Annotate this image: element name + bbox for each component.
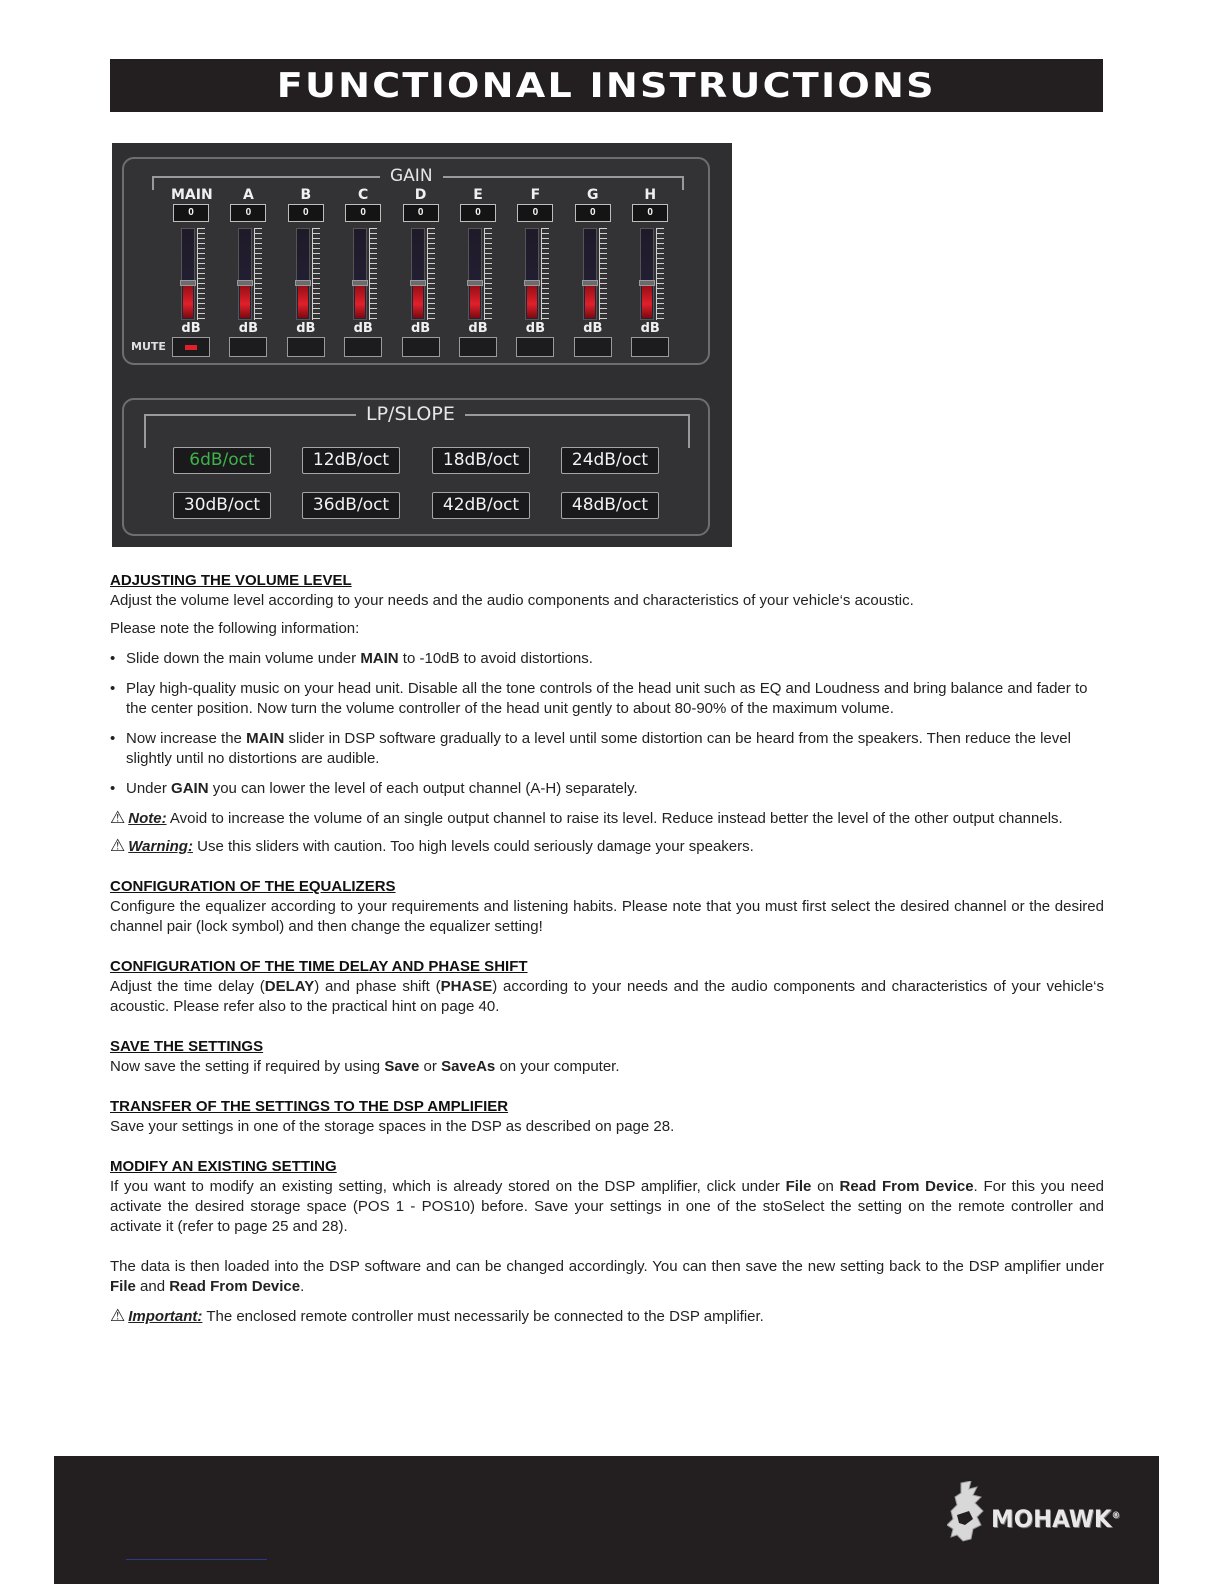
- warning-triangle-icon: ⚠: [110, 836, 126, 855]
- file-bold: File: [785, 1178, 812, 1195]
- mute-toggle[interactable]: [229, 337, 267, 357]
- channel-unit: dB: [468, 321, 488, 336]
- channel-value-input[interactable]: 0: [403, 204, 439, 222]
- modify-text-part: on: [811, 1178, 840, 1195]
- gain-channel-h: [630, 187, 670, 357]
- warning-triangle-icon: ⚠: [110, 808, 126, 827]
- gain-slider[interactable]: [411, 228, 425, 320]
- modify-text-part: and: [135, 1278, 170, 1295]
- slope-button-48db-oct[interactable]: 48dB/oct: [561, 492, 659, 519]
- read-from-device-bold: Read From Device: [839, 1178, 974, 1195]
- channel-label: A: [242, 187, 254, 203]
- mute-toggle[interactable]: [402, 337, 440, 357]
- heading-volume: ADJUSTING THE VOLUME LEVEL: [110, 572, 352, 589]
- gain-slider-fill: [240, 283, 250, 318]
- delay-text: [110, 977, 1104, 1017]
- bullet-bold: GAIN: [171, 780, 209, 797]
- channel-value-input[interactable]: 0: [460, 204, 496, 222]
- modify-text-2: [110, 1257, 1104, 1297]
- channel-label: H: [644, 187, 657, 203]
- gain-slider-thumb[interactable]: [237, 280, 253, 286]
- channel-unit: dB: [525, 321, 545, 336]
- gain-scale: [484, 228, 492, 320]
- channel-label: B: [300, 187, 312, 203]
- gain-channel-g: [573, 187, 613, 357]
- slope-button-18db-oct[interactable]: 18dB/oct: [432, 447, 530, 474]
- bullet-bold: MAIN: [360, 650, 399, 667]
- gain-slider[interactable]: [640, 228, 654, 320]
- mute-toggle[interactable]: [344, 337, 382, 357]
- channel-label: D: [414, 187, 427, 203]
- gain-channel-f: [515, 187, 555, 357]
- gain-slider[interactable]: [468, 228, 482, 320]
- mohawk-logo: [947, 1481, 1127, 1546]
- gain-panel: [122, 157, 710, 365]
- read-from-device-bold: Read From Device: [169, 1278, 301, 1295]
- slope-button-30db-oct[interactable]: 30dB/oct: [173, 492, 271, 519]
- gain-slider[interactable]: [181, 228, 195, 320]
- channel-value-input[interactable]: 0: [173, 204, 209, 222]
- footer: [54, 1456, 1159, 1584]
- gain-slider[interactable]: [583, 228, 597, 320]
- gain-slider[interactable]: [353, 228, 367, 320]
- gain-channel-c: [343, 187, 383, 357]
- save-text: [110, 1057, 1104, 1077]
- gain-slider-thumb[interactable]: [524, 280, 540, 286]
- instructions-body: [110, 571, 1104, 1327]
- gain-slider-thumb[interactable]: [582, 280, 598, 286]
- saveas-bold: SaveAs: [441, 1058, 496, 1075]
- channel-label: G: [587, 187, 599, 203]
- gain-slider-fill: [355, 283, 365, 318]
- delay-text-part: ) and phase shift (: [314, 978, 441, 995]
- gain-slider-thumb[interactable]: [180, 280, 196, 286]
- channel-unit: dB: [640, 321, 660, 336]
- mute-toggle[interactable]: [631, 337, 669, 357]
- gain-slider-fill: [585, 283, 595, 318]
- gain-scale: [369, 228, 377, 320]
- save-text-part: Now save the setting if required by using: [110, 1058, 385, 1075]
- warning-callout: [110, 837, 1104, 857]
- bullet-text: Slide down the main volume under: [126, 650, 361, 667]
- brand-text: MOHAWK: [991, 1505, 1112, 1533]
- mute-toggle[interactable]: [516, 337, 554, 357]
- gain-scale: [599, 228, 607, 320]
- registered-mark: ®: [1111, 1511, 1121, 1521]
- channel-value-input[interactable]: 0: [575, 204, 611, 222]
- gain-scale: [541, 228, 549, 320]
- brand-name: [991, 1505, 1120, 1533]
- warning-triangle-icon: ⚠: [110, 1306, 126, 1325]
- modify-text-part: If you want to modify an existing setting, which is already stored on the DSP amplifier, click under: [110, 1178, 786, 1195]
- modify-text-1: [110, 1177, 1104, 1237]
- modify-text-part: .: [300, 1278, 305, 1295]
- footer-link-line: [126, 1559, 267, 1560]
- mohawk-head-icon: [947, 1481, 991, 1543]
- gain-scale: [656, 228, 664, 320]
- gain-slider-fill: [413, 283, 423, 318]
- gain-slider-fill: [642, 283, 652, 318]
- channel-unit: dB: [583, 321, 603, 336]
- channel-value-input[interactable]: 0: [230, 204, 266, 222]
- gain-slider-fill: [527, 283, 537, 318]
- modify-text-part: The data is then loaded into the DSP software and can be changed accordingly. You can then save the new setting back to the DSP amplifier under: [110, 1258, 1104, 1275]
- gain-slider[interactable]: [238, 228, 252, 320]
- gain-slider-thumb[interactable]: [295, 280, 311, 286]
- slope-button-42db-oct[interactable]: 42dB/oct: [432, 492, 530, 519]
- channel-unit: dB: [410, 321, 431, 336]
- gain-channel-e: [458, 187, 498, 357]
- delay-bold: DELAY: [264, 978, 315, 995]
- slope-button-6db-oct[interactable]: 6dB/oct: [173, 447, 271, 474]
- equalizers-text: Configure the equalizer according to your requirements and listening habits. Please note that you must first select the desired channel or the desired channel pair (lock symbol) and then change the equalizer setting!: [110, 898, 1104, 935]
- dsp-screenshot: [112, 143, 732, 547]
- gain-slider-fill: [470, 283, 480, 318]
- mute-toggle[interactable]: [287, 337, 325, 357]
- phase-bold: PHASE: [440, 978, 493, 995]
- note-label: Note:: [128, 810, 167, 827]
- delay-text-part: ) according to your needs and the audio components and characteristics of your vehicle‘s acoustic. Please refer also to the practical hint on page 40.: [110, 978, 1104, 1015]
- title-bar: [110, 59, 1103, 112]
- gain-slider-thumb[interactable]: [639, 280, 655, 286]
- channel-unit: dB: [238, 321, 258, 336]
- gain-slider-fill: [183, 283, 193, 318]
- mute-label: MUTE: [131, 340, 166, 353]
- save-text-part: on your computer.: [495, 1058, 620, 1075]
- note-callout: [110, 809, 1104, 829]
- modify-text-part: . For this you need activate the desired storage space (POS 1 - POS10) before. Save your settings in one of the stoSelect the setting on the remote controller and activate it (refer to page 25 and 28).: [110, 1178, 1105, 1235]
- slope-button-36db-oct[interactable]: 36dB/oct: [302, 492, 400, 519]
- channel-label: C: [358, 187, 369, 203]
- list-item: [110, 649, 1104, 669]
- channel-unit: dB: [181, 321, 201, 336]
- mute-led-icon: [185, 345, 197, 350]
- save-bold: Save: [384, 1058, 420, 1075]
- note-text: Avoid to increase the volume of an single output channel to raise its level. Reduce instead better the level of the other output channels.: [166, 810, 1063, 827]
- channel-label: F: [530, 187, 541, 203]
- channel-unit: dB: [353, 321, 373, 336]
- channel-label: MAIN: [171, 187, 213, 203]
- list-item: [110, 729, 1104, 769]
- lp-slope-panel: [122, 398, 710, 536]
- gain-scale: [312, 228, 320, 320]
- gain-slider[interactable]: [296, 228, 310, 320]
- warning-label: Warning:: [128, 838, 193, 855]
- heading-save: SAVE THE SETTINGS: [110, 1038, 264, 1055]
- bullet-bold: MAIN: [246, 730, 285, 747]
- important-text: The enclosed remote controller must necessarily be connected to the DSP amplifier.: [202, 1308, 764, 1325]
- list-item: • Play high-quality music on your head unit. Disable all the tone controls of the head unit such as EQ and Loudness and bring balance and fader to the center position. Now turn the volume controller of the head unit gently to about 80-90% of the maximum volume.: [110, 679, 1104, 719]
- channel-value-input[interactable]: 0: [345, 204, 381, 222]
- bullet-text: Now increase the: [126, 730, 247, 747]
- file-bold: File: [110, 1278, 136, 1295]
- channel-value-input[interactable]: 0: [517, 204, 553, 222]
- lp-slope-title: LP/SLOPE: [356, 403, 465, 425]
- volume-intro: Adjust the volume level according to your needs and the audio components and characteristics of your vehicle‘s acoustic.: [110, 592, 914, 609]
- channel-unit: dB: [296, 321, 316, 336]
- important-callout: [110, 1307, 1104, 1327]
- channel-label: E: [473, 187, 483, 203]
- warning-text: Use this sliders with caution. Too high levels could seriously damage your speakers.: [192, 838, 754, 855]
- gain-slider-thumb[interactable]: [410, 280, 426, 286]
- gain-title: GAIN: [380, 166, 443, 186]
- page-title: FUNCTIONAL INSTRUCTIONS: [276, 65, 937, 106]
- gain-slider[interactable]: [525, 228, 539, 320]
- slope-button-12db-oct[interactable]: 12dB/oct: [302, 447, 400, 474]
- heading-equalizers: CONFIGURATION OF THE EQUALIZERS: [110, 878, 396, 895]
- gain-scale: [197, 228, 205, 320]
- heading-transfer: TRANSFER OF THE SETTINGS TO THE DSP AMPLIFIER: [110, 1098, 509, 1115]
- mute-toggle[interactable]: [172, 337, 210, 357]
- delay-text-part: Adjust the time delay (: [110, 978, 265, 995]
- heading-delay: CONFIGURATION OF THE TIME DELAY AND PHASE SHIFT: [110, 958, 528, 975]
- bullet-text: you can lower the level of each output channel (A-H) separately.: [208, 780, 638, 797]
- mute-toggle[interactable]: [459, 337, 497, 357]
- gain-slider-thumb[interactable]: [467, 280, 483, 286]
- slope-button-24db-oct[interactable]: 24dB/oct: [561, 447, 659, 474]
- bullet-text: to -10dB to avoid distortions.: [398, 650, 593, 667]
- save-text-part: or: [419, 1058, 442, 1075]
- list-item: [110, 779, 1104, 799]
- bullet-text: slider in DSP software gradually to a level until some distortion can be heard from the speakers. Then reduce the level slightly until no distortions are audible.: [126, 730, 1071, 767]
- gain-channel-d: [401, 187, 441, 357]
- mute-toggle[interactable]: [574, 337, 612, 357]
- gain-scale: [427, 228, 435, 320]
- gain-channel-a: [228, 187, 268, 357]
- gain-slider-thumb[interactable]: [352, 280, 368, 286]
- important-label: Important:: [128, 1308, 203, 1325]
- volume-bullets: [110, 649, 1104, 799]
- channel-value-input[interactable]: 0: [632, 204, 668, 222]
- volume-note-intro: Please note the following information:: [110, 620, 360, 637]
- gain-channel-b: [286, 187, 326, 357]
- gain-slider-fill: [298, 283, 308, 318]
- bullet-text: Under: [126, 780, 172, 797]
- gain-scale: [254, 228, 262, 320]
- transfer-text: Save your settings in one of the storage spaces in the DSP as described on page 28.: [110, 1118, 675, 1135]
- heading-modify: MODIFY AN EXISTING SETTING: [110, 1158, 337, 1175]
- gain-channel-main: [171, 187, 211, 357]
- channel-value-input[interactable]: 0: [288, 204, 324, 222]
